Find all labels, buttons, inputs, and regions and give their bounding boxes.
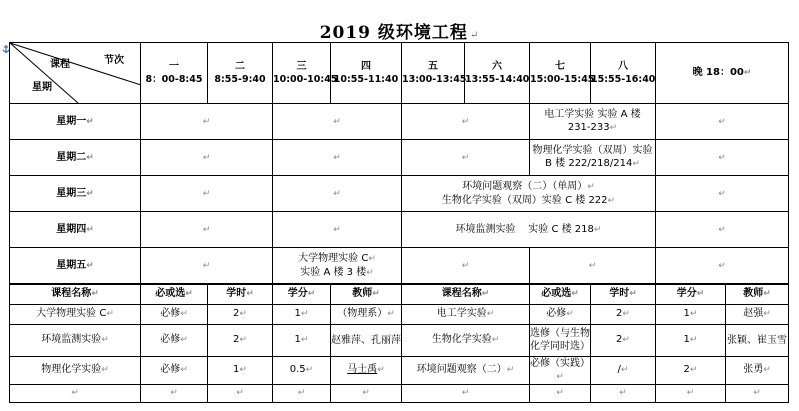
col-header: 必或选↵ bbox=[141, 284, 208, 304]
empty-cell: ↵ bbox=[656, 384, 726, 402]
course-type: 必修↵ bbox=[141, 324, 208, 356]
schedule-row-thu bbox=[10, 212, 789, 248]
col-header: 必或选↵ bbox=[530, 284, 591, 304]
empty-slot: ↵ bbox=[273, 212, 402, 248]
corner-day-label: 星期 bbox=[32, 82, 52, 93]
period-header: 七 15:00-15:45 bbox=[530, 43, 591, 104]
course-type: 必修↵ bbox=[530, 304, 591, 324]
course-credits: 2↵ bbox=[656, 356, 726, 384]
corner-course-label: 课程 bbox=[50, 59, 70, 70]
period-header-row bbox=[10, 43, 789, 104]
evening-header: 晚 18：00↵ bbox=[656, 43, 789, 104]
course-name: 电工学实验↵ bbox=[402, 304, 530, 324]
col-header: 教师↵ bbox=[726, 284, 789, 304]
empty-cell: ↵ bbox=[273, 384, 331, 402]
course-row bbox=[10, 324, 789, 356]
col-header: 教师↵ bbox=[331, 284, 402, 304]
empty-cell: ↵ bbox=[726, 384, 789, 402]
empty-slot: ↵ bbox=[141, 212, 273, 248]
course-slot: 环境问题观察（二）（单周）↵ 生物化学实验（双周）实验 C 楼 222↵ bbox=[402, 176, 656, 212]
schedule-row-mon bbox=[10, 104, 789, 140]
corner-cell bbox=[10, 43, 141, 104]
day-label: 星期三↵ bbox=[10, 176, 141, 212]
schedule-row-tue bbox=[10, 140, 789, 176]
course-credits: 1↵ bbox=[273, 324, 331, 356]
course-hours: 2↵ bbox=[208, 304, 273, 324]
course-row bbox=[10, 304, 789, 324]
course-teacher: （物理系）↵ bbox=[331, 304, 402, 324]
course-teacher: 马士禹↵ bbox=[331, 356, 402, 384]
period-header: 二 8:55-9:40 bbox=[208, 43, 273, 104]
period-header: 一 8：00-8:45 bbox=[141, 43, 208, 104]
course-name: 生物化学实验↵ bbox=[402, 324, 530, 356]
empty-slot: ↵ bbox=[656, 176, 789, 212]
day-label: 星期四↵ bbox=[10, 212, 141, 248]
empty-slot: ↵ bbox=[656, 212, 789, 248]
col-header: 学分↵ bbox=[656, 284, 726, 304]
course-slot: 大学物理实验 C↵ 实验 A 楼 3 楼↵ bbox=[273, 248, 402, 284]
period-header: 四 10:55-11:40 bbox=[331, 43, 402, 104]
col-header: 课程名称↵ bbox=[10, 284, 141, 304]
timetable-sheet bbox=[9, 42, 788, 396]
day-label: 星期二↵ bbox=[10, 140, 141, 176]
empty-slot: ↵ bbox=[656, 140, 789, 176]
course-row-empty bbox=[10, 384, 789, 402]
course-hours: 2↵ bbox=[591, 324, 656, 356]
course-row bbox=[10, 356, 789, 384]
col-header: 学时↵ bbox=[208, 284, 273, 304]
course-slot: 物理化学实验（双周）实验 B 楼 222/218/214↵ bbox=[530, 140, 656, 176]
course-info-table bbox=[9, 283, 789, 403]
empty-cell: ↵ bbox=[591, 384, 656, 402]
corner-diagonals bbox=[10, 43, 141, 103]
empty-cell: ↵ bbox=[10, 384, 141, 402]
corner-section-label: 节次 bbox=[104, 55, 124, 66]
course-hours: 2↵ bbox=[591, 304, 656, 324]
empty-slot: ↵ bbox=[402, 248, 530, 284]
course-teacher: 赵强↵ bbox=[726, 304, 789, 324]
empty-slot: ↵ bbox=[273, 104, 402, 140]
schedule-row-fri bbox=[10, 248, 789, 284]
course-hours: /↵ bbox=[591, 356, 656, 384]
course-hours: 2↵ bbox=[208, 324, 273, 356]
empty-cell: ↵ bbox=[331, 384, 402, 402]
period-header: 六 13:55-14:40 bbox=[465, 43, 530, 104]
empty-slot: ↵ bbox=[402, 140, 530, 176]
course-name: 大学物理实验 C↵ bbox=[10, 304, 141, 324]
empty-slot: ↵ bbox=[141, 248, 273, 284]
day-label: 星期一↵ bbox=[10, 104, 141, 140]
col-header: 课程名称↵ bbox=[402, 284, 530, 304]
period-header: 五 13:00-13:45 bbox=[402, 43, 465, 104]
timetable bbox=[9, 42, 789, 284]
empty-slot: ↵ bbox=[273, 140, 402, 176]
course-slot: 电工学实验 实验 A 楼 231-233↵ bbox=[530, 104, 656, 140]
course-type: 选修（与生物 化学同时选） bbox=[530, 324, 591, 356]
course-name: 环境监测实验↵ bbox=[10, 324, 141, 356]
course-credits: 0.5↵ bbox=[273, 356, 331, 384]
course-type: 必修↵ bbox=[141, 356, 208, 384]
empty-cell: ↵ bbox=[402, 384, 530, 402]
course-credits: 1↵ bbox=[656, 324, 726, 356]
course-type: 必修（实践）↵ bbox=[530, 356, 591, 384]
empty-slot: ↵ bbox=[141, 176, 273, 212]
empty-slot: ↵ bbox=[656, 104, 789, 140]
course-credits: 1↵ bbox=[273, 304, 331, 324]
day-label: 星期五↵ bbox=[10, 248, 141, 284]
schedule-row-wed bbox=[10, 176, 789, 212]
course-teacher: 张颖、崔玉雪 bbox=[726, 324, 789, 356]
empty-slot: ↵ bbox=[273, 176, 402, 212]
empty-slot: ↵ bbox=[141, 104, 273, 140]
empty-cell: ↵ bbox=[208, 384, 273, 402]
course-name: 物理化学实验↵ bbox=[10, 356, 141, 384]
empty-cell: ↵ bbox=[141, 384, 208, 402]
course-slot: 环境监测实验 实验 C 楼 218↵ bbox=[402, 212, 656, 248]
empty-slot: ↵ bbox=[402, 104, 530, 140]
document-title: 2019 级环境工程 ↵ bbox=[319, 23, 480, 43]
course-name: 环境问题观察（二）↵ bbox=[402, 356, 530, 384]
col-header: 学时↵ bbox=[591, 284, 656, 304]
empty-cell: ↵ bbox=[530, 384, 591, 402]
empty-slot: ↵ bbox=[530, 248, 656, 284]
empty-slot: ↵ bbox=[141, 140, 273, 176]
col-header: 学分↵ bbox=[273, 284, 331, 304]
course-teacher: 张勇↵ bbox=[726, 356, 789, 384]
empty-slot: ↵ bbox=[656, 248, 789, 284]
period-header: 三 10:00-10:45 bbox=[273, 43, 331, 104]
period-header: 八 15:55-16:40 bbox=[591, 43, 656, 104]
course-hours: 1↵ bbox=[208, 356, 273, 384]
course-header-row bbox=[10, 284, 789, 304]
course-type: 必修↵ bbox=[141, 304, 208, 324]
course-credits: 1↵ bbox=[656, 304, 726, 324]
course-teacher: 赵雅萍、孔丽萍 bbox=[331, 324, 402, 356]
